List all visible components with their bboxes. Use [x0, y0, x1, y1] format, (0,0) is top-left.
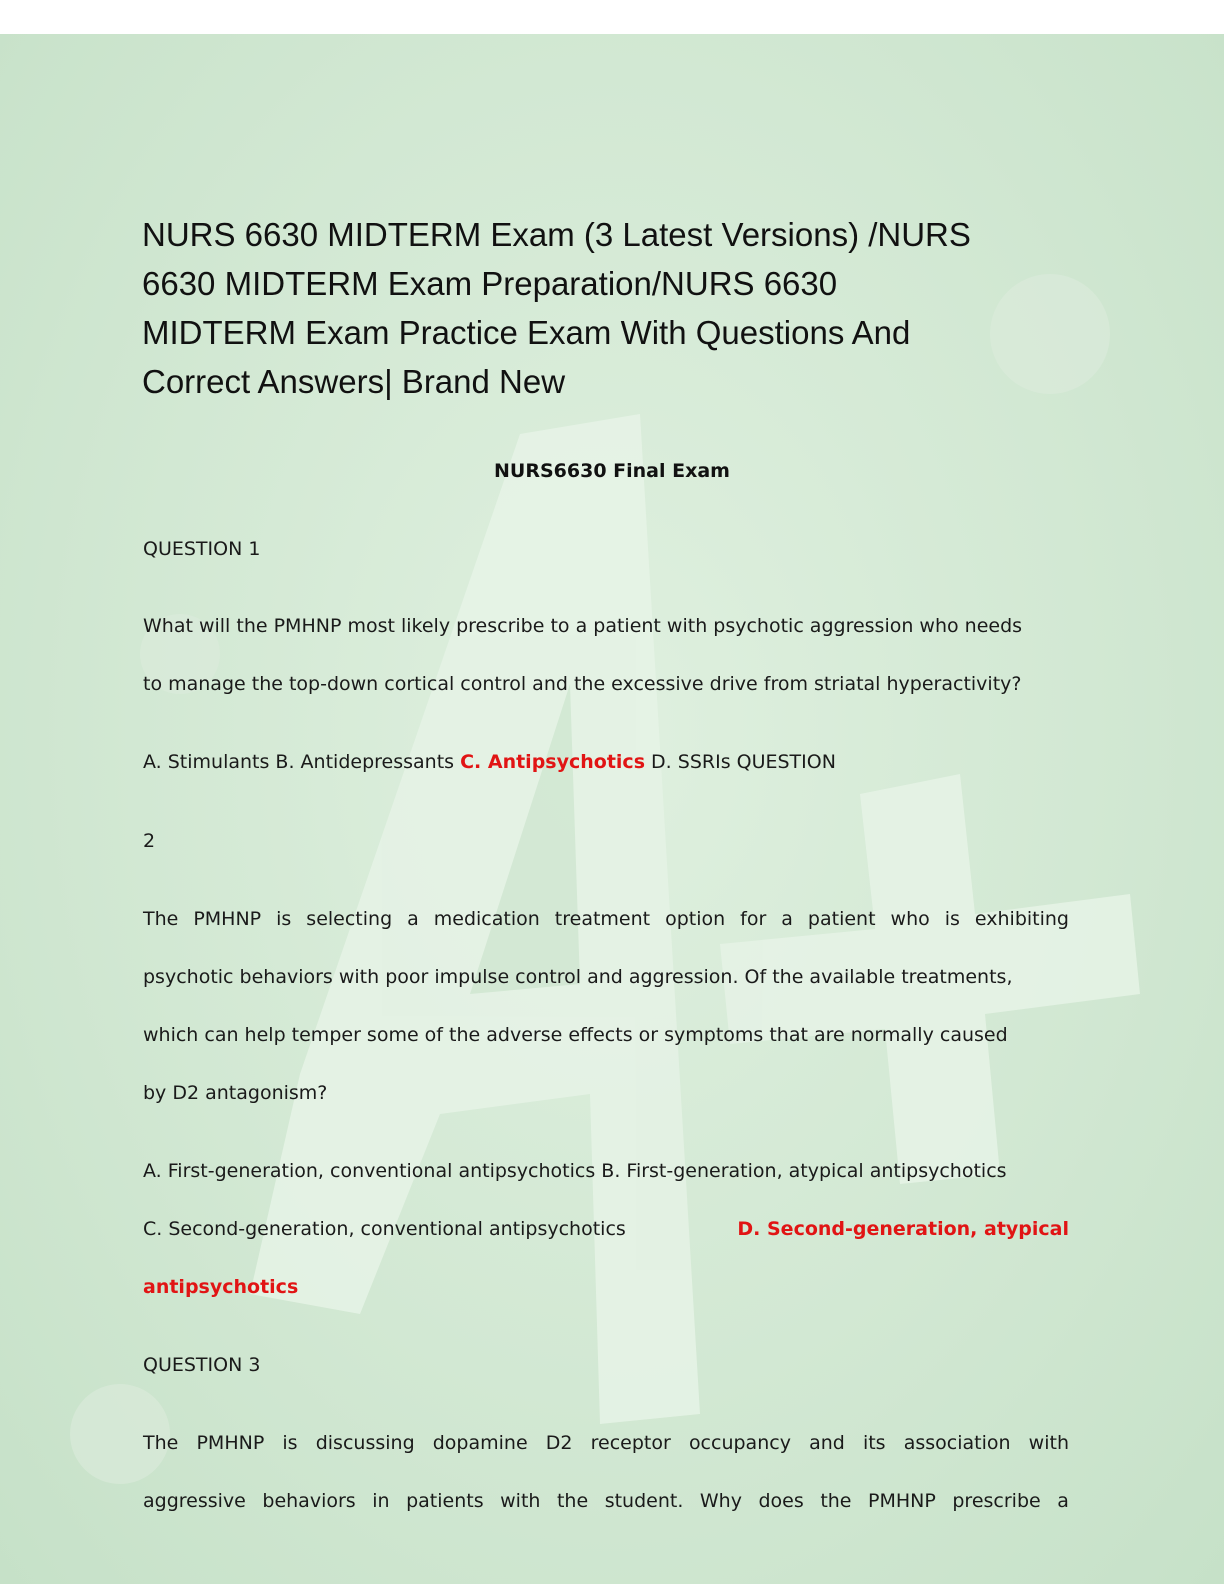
- word: D2: [545, 1432, 573, 1454]
- title-line: NURS 6630 MIDTERM Exam (3 Latest Versions) /NURS: [142, 216, 971, 253]
- word: exhibiting: [974, 908, 1069, 930]
- word: patient: [807, 908, 876, 930]
- question-1-options: [143, 751, 836, 773]
- word: and: [809, 1432, 845, 1454]
- question-2-text-line: psychotic behaviors with poor impulse control and aggression. Of the available treatments,: [143, 966, 1013, 988]
- question-2-options-line: [143, 1218, 1069, 1240]
- question-1-options-before: A. Stimulants B. Antidepressants: [143, 751, 461, 773]
- word: The: [143, 908, 179, 930]
- question-3-text-line: [143, 1490, 1069, 1512]
- word: association: [903, 1432, 1011, 1454]
- word: a: [407, 908, 419, 930]
- word: a: [1057, 1490, 1069, 1512]
- question-1-options-after: D. SSRIs QUESTION: [645, 751, 836, 773]
- title-line: MIDTERM Exam Practice Exam With Questions And: [142, 314, 911, 351]
- word: option: [665, 908, 726, 930]
- word: receptor: [590, 1432, 671, 1454]
- question-3-text-line: [143, 1432, 1069, 1454]
- title-line: 6630 MIDTERM Exam Preparation/NURS 6630: [142, 265, 838, 302]
- word: student.: [604, 1490, 684, 1512]
- word: who: [890, 908, 930, 930]
- word: with: [500, 1490, 541, 1512]
- question-2-number: 2: [143, 830, 156, 852]
- question-2-text-line: by D2 antagonism?: [143, 1082, 328, 1104]
- word: patients: [406, 1490, 484, 1512]
- word: for: [740, 908, 767, 930]
- question-2-correct-answer-continued: antipsychotics: [143, 1276, 299, 1298]
- question-2-correct-answer: D. Second-generation, atypical: [737, 1218, 1069, 1240]
- word: Why: [699, 1490, 742, 1512]
- document-title: [142, 210, 1082, 406]
- word: medication: [433, 908, 540, 930]
- word: is: [944, 908, 960, 930]
- word: PMHNP: [196, 1432, 265, 1454]
- question-2-text-line: which can help temper some of the adverse effects or symptoms that are normally caused: [143, 1024, 1008, 1046]
- word: behaviors: [262, 1490, 356, 1512]
- word: PMHNP: [868, 1490, 936, 1512]
- word: aggressive: [143, 1490, 246, 1512]
- word: selecting: [306, 908, 393, 930]
- document-subtitle: NURS6630 Final Exam: [494, 460, 730, 482]
- word: in: [372, 1490, 390, 1512]
- word: The: [143, 1432, 179, 1454]
- word: PMHNP: [193, 908, 262, 930]
- word: treatment: [554, 908, 651, 930]
- word: with: [1028, 1432, 1069, 1454]
- title-line: Correct Answers| Brand New: [142, 363, 566, 400]
- word: does: [758, 1490, 804, 1512]
- word: dopamine: [432, 1432, 528, 1454]
- question-1-correct-answer: C. Antipsychotics: [460, 751, 646, 773]
- word: is: [282, 1432, 298, 1454]
- word: occupancy: [688, 1432, 791, 1454]
- word: the: [556, 1490, 589, 1512]
- word: discussing: [315, 1432, 415, 1454]
- question-3-heading: QUESTION 3: [143, 1354, 261, 1376]
- question-1-text-line: What will the PMHNP most likely prescribe to a patient with psychotic aggression who needs: [143, 615, 1023, 637]
- word: is: [276, 908, 292, 930]
- question-1-text-line: to manage the top-down cortical control and the excessive drive from striatal hyperactivity?: [143, 673, 1022, 695]
- question-2-text-line: [143, 908, 1069, 930]
- word: the: [820, 1490, 852, 1512]
- question-2-option-c: C. Second-generation, conventional antipsychotics: [143, 1218, 626, 1240]
- word: a: [781, 908, 793, 930]
- word: prescribe: [952, 1490, 1041, 1512]
- question-1-heading: QUESTION 1: [143, 538, 261, 560]
- word: its: [862, 1432, 886, 1454]
- question-2-options-line: A. First-generation, conventional antipsychotics B. First-generation, atypical antipsychotics: [143, 1160, 1007, 1182]
